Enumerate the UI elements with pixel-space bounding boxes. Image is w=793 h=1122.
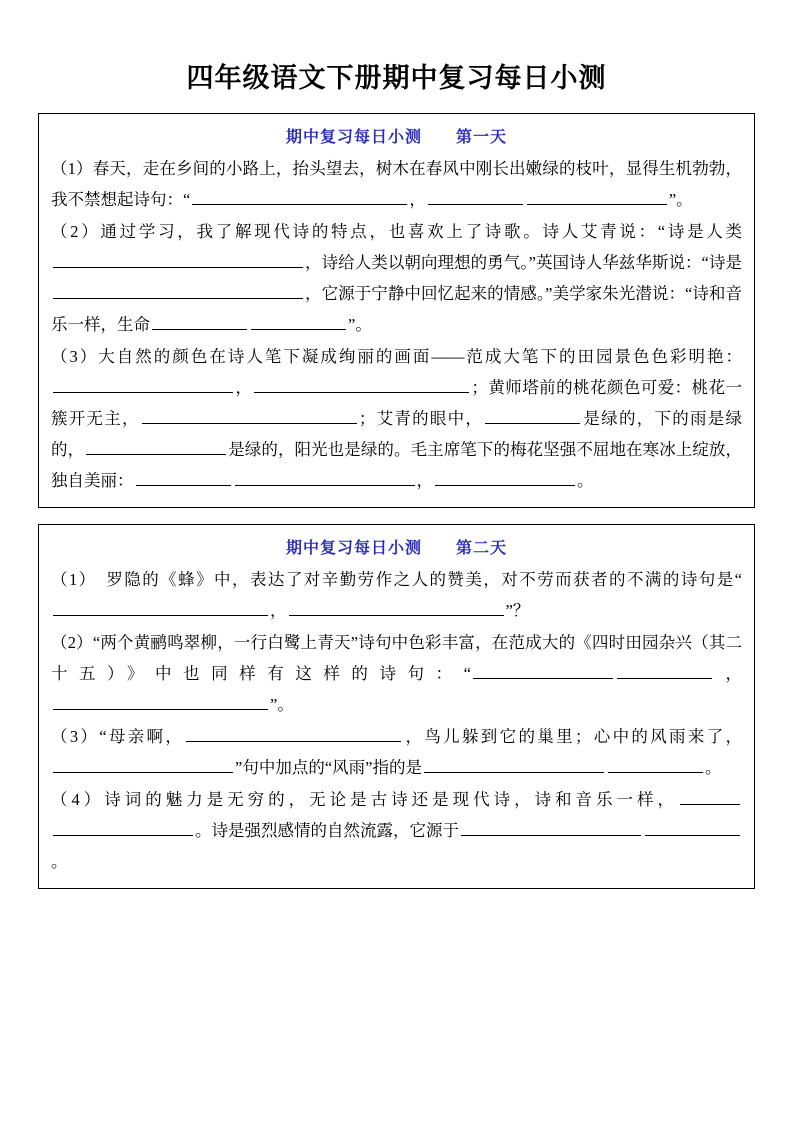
answer-blank[interactable] [53,754,233,773]
answer-blank[interactable] [142,405,357,424]
answer-blank[interactable] [152,311,247,330]
quiz-box [38,524,755,889]
quiz-header-day: 第一天 [456,129,508,146]
question-text: ”？ [505,601,530,620]
answer-blank[interactable] [235,467,415,486]
question-item [51,216,742,340]
answer-blank[interactable] [53,597,268,616]
question-index: （1） [51,570,89,589]
question-item [51,721,742,783]
question-index: （3） [51,347,99,366]
answer-blank[interactable] [136,467,231,486]
answer-blank[interactable] [645,817,740,836]
question-text: ”。 [348,315,372,334]
answer-blank[interactable] [435,467,575,486]
question-item [51,627,742,720]
question-text: ，鸟儿躲到它的巢里；心中的风雨来了， [403,727,743,746]
question-index: （2） [51,222,101,241]
answer-blank[interactable] [53,817,193,836]
question-index: （2） [51,633,93,652]
question-item [51,341,742,496]
answer-blank[interactable] [53,691,268,710]
answer-blank[interactable] [289,597,504,616]
answer-blank[interactable] [53,280,303,299]
answer-blank[interactable] [527,186,667,205]
answer-blank[interactable] [680,786,740,805]
answer-blank[interactable] [251,311,346,330]
question-text: ，它源于宁静中回忆起来的情感。”美学家朱光潜说：“诗和音乐一样，生命 [51,284,742,334]
quiz-box [38,113,755,508]
question-text: 大自然的颜色在诗人笔下凝成绚丽的画面——范成大笔下的田园景色色彩明艳： [98,347,743,366]
answer-blank[interactable] [608,754,703,773]
question-text: 是绿的，下的雨是绿的， [51,409,743,459]
page-title: 四年级语文下册期中复习每日小测 [186,63,607,93]
question-text: 。 [704,758,722,777]
question-item [51,784,742,877]
question-text: 通过学习，我了解现代诗的特点，也喜欢上了诗歌。诗人艾青说：“诗是人类 [100,222,743,241]
question-text: 。诗是强烈感情的自然流露，它源于 [195,821,459,840]
quiz-header-day: 第二天 [456,540,508,557]
sections-container [38,113,755,889]
question-text: 。 [577,471,594,490]
answer-blank[interactable] [192,186,407,205]
question-text: ；艾青的眼中， [358,409,484,428]
question-text: 春天，走在乡间的小路上，抬头望去，树木在春风中刚长出嫩绿的枝叶，显得生机勃勃，我不禁想起诗句：“ [51,159,743,209]
question-text: ， [270,601,287,620]
question-text: “母亲啊， [99,727,185,746]
question-text: ”句中加点的“风雨”指的是 [235,758,422,777]
answer-blank[interactable] [424,754,604,773]
question-text: ；黄师塔前的桃花颜色可爱：桃花一簇开无主， [51,378,743,428]
question-text: ， [416,471,433,490]
answer-blank[interactable] [617,660,712,679]
answer-blank[interactable] [485,405,580,424]
answer-blank[interactable] [473,660,613,679]
question-item [51,153,742,215]
question-text: ， [713,664,743,683]
question-text: 罗隐的《蜂》中，表达了对辛勤劳作之人的赞美，对不劳而获者的不满的诗句是“ [88,570,742,589]
question-text: 。 [51,852,68,871]
answer-blank[interactable] [428,186,523,205]
answer-blank[interactable] [53,249,303,268]
question-text: ，诗给人类以朝向理想的勇气。”英国诗人华兹华斯说：“诗是 [305,253,742,272]
answer-blank[interactable] [461,817,641,836]
question-text: ”。 [668,190,693,209]
question-index: （3） [51,727,100,746]
quiz-header-title: 期中复习每日小测 [285,129,422,146]
question-index: （4） [51,790,105,809]
answer-blank[interactable] [53,374,233,393]
question-text: ， [235,378,253,397]
question-index: （1） [51,159,93,178]
quiz-box-header [51,535,742,558]
answer-blank[interactable] [186,723,401,742]
question-text: ”。 [270,695,294,714]
answer-blank[interactable] [254,374,469,393]
question-item [51,564,742,626]
quiz-box-header [51,124,742,147]
question-text: ， [409,190,426,209]
answer-blank[interactable] [86,436,226,455]
question-text: “两个黄鹂鸣翠柳，一行白鹭上青天”诗句中色彩丰富，在范成大的《四时田园杂兴（其二十五）》中也同样有这样的诗句：“ [51,633,742,683]
question-text: 诗词的魅力是无穷的，无论是古诗还是现代诗，诗和音乐一样， [104,790,679,809]
question-text: 是绿的，阳光也是绿的。毛主席笔下的梅花坚强不屈地在寒冰上绽放，独自美丽： [51,440,743,490]
quiz-header-title: 期中复习每日小测 [285,540,422,557]
